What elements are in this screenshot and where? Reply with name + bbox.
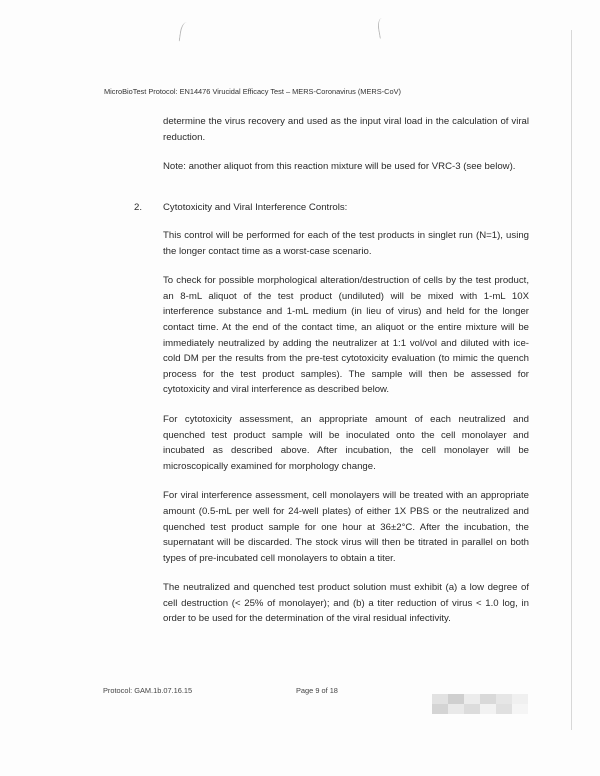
redaction-cell	[512, 694, 528, 704]
page-header: MicroBioTest Protocol: EN14476 Virucidal Efficacy Test – MERS-Coronavirus (MERS-CoV)	[104, 87, 401, 96]
paragraph-cytotoxicity: For cytotoxicity assessment, an appropriate amount of each neutralized and quenched test product sample will be inoculated onto the cell monolayer and incubated as described above. After incubation, the cell monolayer will be microscopically examined for morphology change.	[163, 413, 529, 472]
footer-page-number: Page 9 of 18	[296, 686, 338, 695]
body-block-top	[163, 114, 529, 175]
redaction-cell	[464, 694, 480, 704]
redaction-cell	[496, 694, 512, 704]
redacted-area	[432, 694, 528, 714]
redaction-cell	[432, 704, 448, 714]
redaction-cell	[464, 704, 480, 714]
pen-mark	[376, 17, 388, 38]
redaction-cell	[512, 704, 528, 714]
paragraph-note: Note: another aliquot from this reaction mixture will be used for VRC-3 (see below).	[163, 161, 516, 173]
redaction-cell	[480, 694, 496, 704]
paragraph-scope: This control will be performed for each of the test products in singlet run (N=1), using the longer contact time as a worst-case scenario.	[163, 230, 529, 257]
redaction-cell	[448, 694, 464, 704]
footer-protocol: Protocol: GAM.1b.07.16.15	[103, 686, 193, 695]
redaction-cell	[448, 704, 464, 714]
redaction-cell	[496, 704, 512, 714]
paragraph-criteria: The neutralized and quenched test product solution must exhibit (a) a low degree of cell destruction (< 25% of monolayer); and (b) a titer reduction of virus < 1.0 log, in order to be used for the determination of the viral residual infectivity.	[163, 582, 529, 625]
paragraph-interference: For viral interference assessment, cell monolayers will be treated with an appropriate amount (0.5-mL per well for 24-well plates) of either 1X PBS or the neutralized and quenched test product sample for one hour at 36±2°C. After the incubation, the supernatant will be discarded. The stock virus will then be titrated in parallel on both types of pre-incubated cell monolayers to obtain a titer.	[163, 490, 529, 564]
paragraph-continuation: determine the virus recovery and used as the input viral load in the calculation of viral reduction.	[163, 116, 529, 143]
body-block-main	[163, 228, 529, 627]
section-number: 2.	[134, 202, 143, 213]
section-title: Cytotoxicity and Viral Interference Controls:	[163, 202, 348, 213]
redaction-cell	[432, 694, 448, 704]
paragraph-procedure: To check for possible morphological alteration/destruction of cells by the test product, an 8-mL aliquot of the test product (undiluted) will be mixed with 1-mL 10X interference substance and 1-mL medium (in lieu of virus) and held for the longer contact time. At the end of the contact time, an aliquot or the entire mixture will be immediately neutralized by adding the neutralizer at 1:1 vol/vol and diluted with ice-cold DM per the results from the pre-test cytotoxicity evaluation (to mimic the quench process for the test product samples). The sample will then be assessed for cytotoxicity and viral interference as described below.	[163, 275, 529, 396]
redaction-cell	[480, 704, 496, 714]
pen-mark	[179, 21, 191, 42]
scan-edge-line	[571, 30, 572, 730]
